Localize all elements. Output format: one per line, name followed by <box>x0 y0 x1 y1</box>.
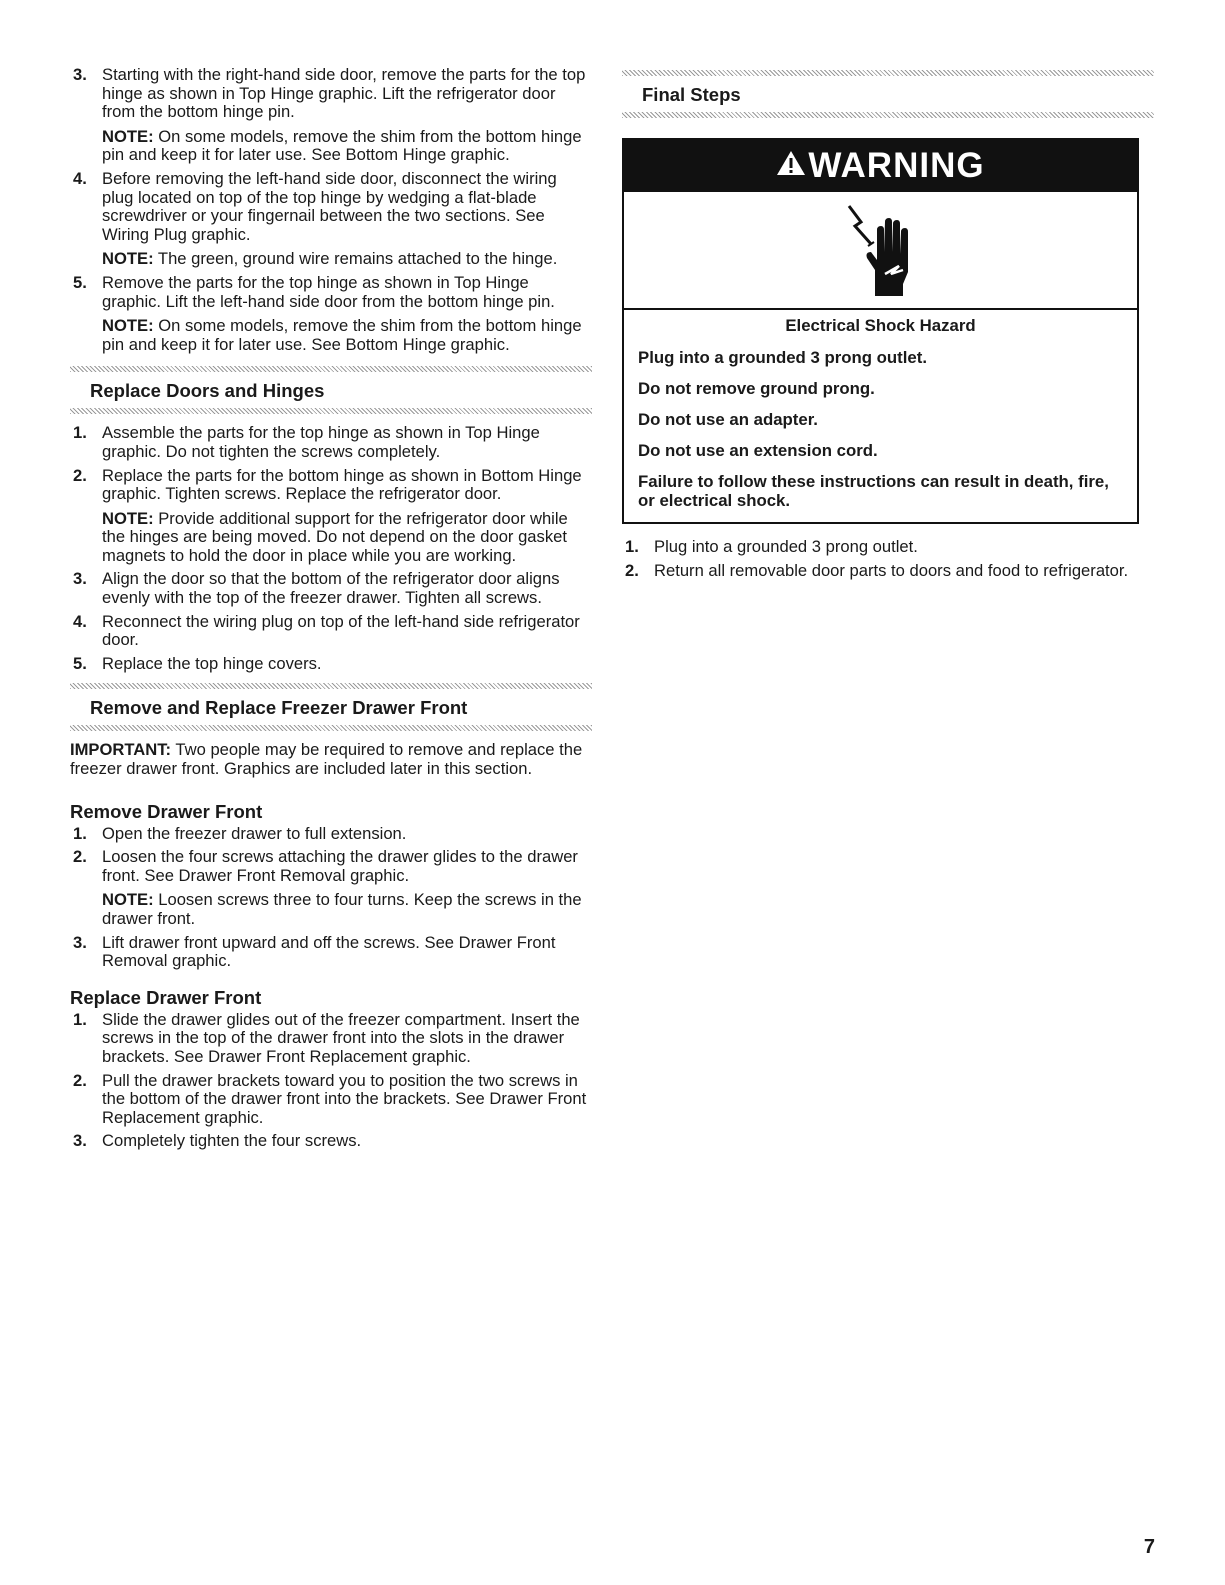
section-title: Final Steps <box>642 84 741 105</box>
list-item <box>70 1132 592 1151</box>
warning-triangle-icon <box>776 146 806 186</box>
important-label: IMPORTANT: <box>70 740 172 760</box>
list-item <box>70 66 592 165</box>
list-item <box>622 538 1154 557</box>
item-number: 2. <box>73 1070 87 1090</box>
remove-drawer-steps <box>70 825 592 971</box>
important-text: Two people may be required to remove and replace the freezer drawer front. Graphics are included later in this section. <box>70 740 583 779</box>
item-number: 1. <box>625 537 639 556</box>
item-number: 5. <box>73 272 87 292</box>
item-number: 4. <box>73 168 87 188</box>
note-label: NOTE: <box>102 316 154 336</box>
item-text: Open the freezer drawer to full extension. <box>102 823 407 843</box>
warning-line: Plug into a grounded 3 prong outlet. <box>638 348 927 367</box>
item-number: 1. <box>73 423 87 443</box>
note-text: Provide additional support for the refrigerator door while the hinges are being moved. Do not depend on the door gasket magnets to hold the door in place while you are working. <box>102 508 568 565</box>
list-item <box>70 613 592 650</box>
item-note <box>102 510 592 566</box>
item-note <box>102 317 592 354</box>
electrical-shock-hand-icon <box>624 192 1137 310</box>
item-text: Pull the drawer brackets toward you to position the two screws in the bottom of the drawer front into the brackets. See Drawer Front Replacement graphic. <box>102 1070 587 1127</box>
warning-line: Do not use an adapter. <box>638 410 818 429</box>
item-text: Starting with the right-hand side door, remove the parts for the top hinge as shown in Top Hinge graphic. Lift the refrigerator door from the bottom hinge pin. <box>102 65 586 122</box>
item-text: Assemble the parts for the top hinge as shown in Top Hinge graphic. Do not tighten the screws completely. <box>102 423 540 461</box>
final-steps-list <box>622 538 1154 580</box>
list-item <box>70 848 592 928</box>
list-item <box>622 562 1154 581</box>
freezer-drawer-heading <box>70 683 592 731</box>
list-item <box>70 934 592 971</box>
list-item <box>70 1011 592 1067</box>
item-number: 2. <box>73 847 87 867</box>
replace-doors-heading <box>70 366 592 414</box>
page-number: 7 <box>1143 1536 1155 1558</box>
replace-doors-steps <box>70 424 592 673</box>
list-item <box>70 274 592 354</box>
note-label: NOTE: <box>102 249 154 269</box>
section-title: Replace Doors and Hinges <box>90 380 325 402</box>
list-item <box>70 570 592 607</box>
item-text: Completely tighten the four screws. <box>102 1131 362 1151</box>
important-note <box>70 741 592 778</box>
item-number: 5. <box>73 653 87 673</box>
warning-line: Do not remove ground prong. <box>638 379 875 398</box>
item-number: 3. <box>73 1131 87 1151</box>
item-text: Remove the parts for the top hinge as shown in Top Hinge graphic. Lift the left-hand side door from the bottom hinge pin. <box>102 272 555 311</box>
note-label: NOTE: <box>102 508 154 528</box>
item-text: Replace the top hinge covers. <box>102 653 322 673</box>
remove-drawer-front-heading: Remove Drawer Front <box>70 800 263 822</box>
warning-label: WARNING <box>808 146 985 185</box>
list-item <box>70 467 592 566</box>
item-number: 1. <box>73 1009 87 1029</box>
item-number: 2. <box>73 465 87 485</box>
item-text: Loosen the four screws attaching the drawer glides to the drawer front. See Drawer Front Removal graphic. <box>102 847 578 885</box>
hazard-title: Electrical Shock Hazard <box>785 316 976 335</box>
item-note <box>102 891 592 928</box>
item-text: Before removing the left-hand side door, disconnect the wiring plug located on top of the top hinge by wedging a flat-blade screwdriver or your fingernail between the two sections. See Wiring Plug graphic. <box>102 168 557 244</box>
item-number: 2. <box>625 560 639 580</box>
list-item <box>70 825 592 844</box>
item-number: 3. <box>73 932 87 952</box>
warning-text <box>624 310 1137 522</box>
final-steps-heading <box>622 70 1154 118</box>
warning-box <box>622 138 1139 524</box>
left-column <box>70 66 592 1156</box>
warning-line: Failure to follow these instructions can result in death, fire, or electrical shock. <box>638 472 1109 510</box>
note-text: On some models, remove the shim from the bottom hinge pin and keep it for later use. See Bottom Hinge graphic. <box>102 316 582 354</box>
item-number: 3. <box>73 65 87 84</box>
replace-drawer-front-heading: Replace Drawer Front <box>70 986 262 1008</box>
warning-line: Do not use an extension cord. <box>638 441 878 460</box>
item-text: Lift drawer front upward and off the screws. See Drawer Front Removal graphic. <box>102 932 556 971</box>
right-column <box>622 70 1154 585</box>
note-label: NOTE: <box>102 890 154 910</box>
item-text: Align the door so that the bottom of the refrigerator door aligns evenly with the top of the freezer drawer. Tighten all screws. <box>102 569 560 608</box>
item-text: Return all removable door parts to doors and food to refrigerator. <box>654 560 1129 580</box>
item-text: Replace the parts for the bottom hinge as shown in Bottom Hinge graphic. Tighten screws. Replace the refrigerator door. <box>102 465 582 504</box>
item-note <box>102 128 592 165</box>
replace-drawer-steps <box>70 1011 592 1151</box>
item-number: 3. <box>73 569 87 589</box>
item-note <box>102 250 592 269</box>
door-removal-steps <box>70 66 592 354</box>
list-item <box>70 170 592 269</box>
item-number: 4. <box>73 611 87 631</box>
note-text: On some models, remove the shim from the bottom hinge pin and keep it for later use. See Bottom Hinge graphic. <box>102 126 582 165</box>
list-item <box>70 1072 592 1128</box>
item-text: Reconnect the wiring plug on top of the left-hand side refrigerator door. <box>102 611 580 650</box>
note-text: Loosen screws three to four turns. Keep the screws in the drawer front. <box>102 890 582 928</box>
note-label: NOTE: <box>102 126 154 146</box>
note-text: The green, ground wire remains attached to the hinge. <box>153 249 558 269</box>
item-text: Slide the drawer glides out of the freezer compartment. Insert the screws in the top of the drawer front into the slots in the drawer brackets. See Drawer Front Replacement graphic. <box>102 1009 580 1066</box>
item-text: Plug into a grounded 3 prong outlet. <box>654 537 918 556</box>
list-item <box>70 424 592 461</box>
warning-banner <box>624 140 1137 192</box>
list-item <box>70 655 592 674</box>
section-title: Remove and Replace Freezer Drawer Front <box>90 697 468 719</box>
item-number: 1. <box>73 823 87 843</box>
